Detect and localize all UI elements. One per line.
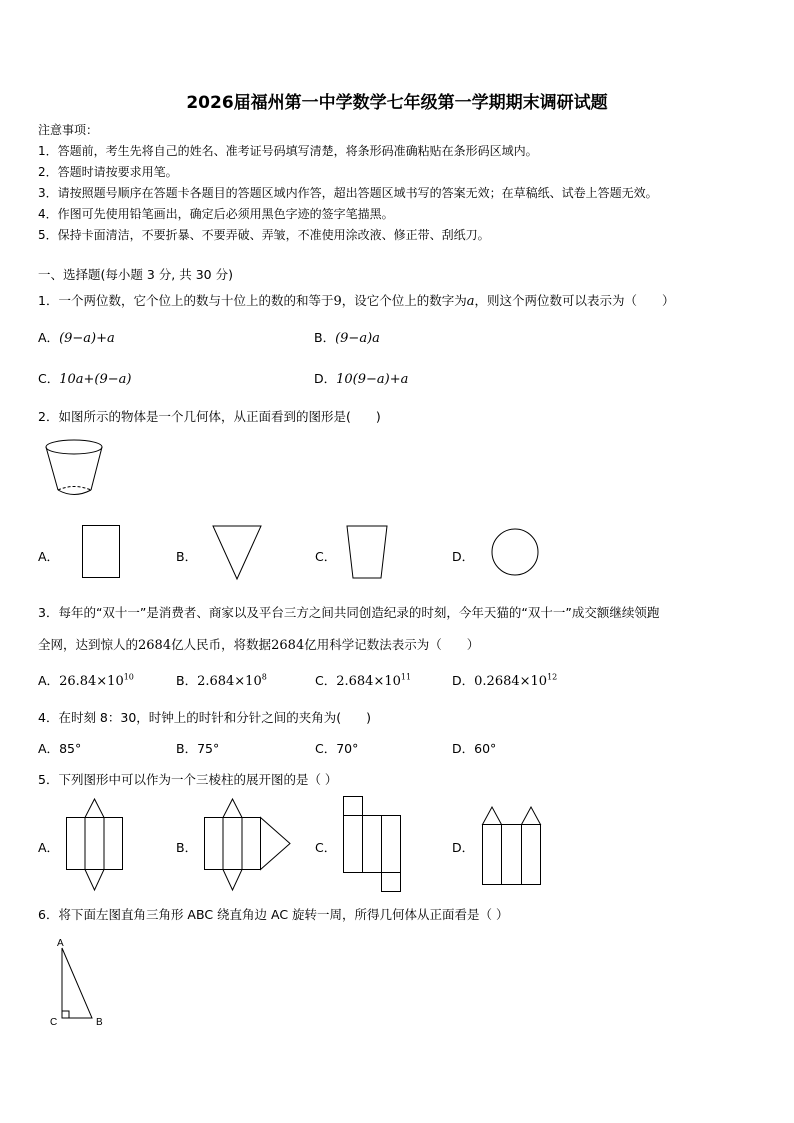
notice-heading: 注意事项： bbox=[38, 123, 99, 137]
notice-item-2: 2．答题时请按要求用笔。 bbox=[38, 165, 178, 179]
q2-option-d-circle bbox=[491, 528, 541, 578]
q2-option-d[interactable]: D． bbox=[452, 549, 475, 564]
q2-option-a-rectangle bbox=[82, 525, 122, 579]
vertex-label-b: B bbox=[96, 1017, 103, 1028]
q1-option-a[interactable]: A．(9−a)+a bbox=[38, 330, 115, 346]
q5-option-c[interactable]: C． bbox=[315, 840, 337, 855]
q2-stem: 2．如图所示的物体是一个几何体，从正面看到的图形是( ) bbox=[38, 409, 381, 424]
q2-option-c-trapezoid bbox=[346, 525, 390, 581]
q1-nine: 9 bbox=[333, 294, 342, 309]
q1-var: a bbox=[466, 294, 475, 309]
q3-line2: 全网，达到惊人的2684亿人民币，将数据2684亿用科学记数法表示为（ ） bbox=[38, 637, 480, 653]
q3-option-d[interactable]: D．$0.2684\times 10^{12}$ bbox=[452, 672, 558, 689]
q1-option-b[interactable]: B．(9−a)a bbox=[314, 330, 380, 346]
notice-item-3: 3．请按照题号顺序在答题卡各题目的答题区域内作答，超出答题区域书写的答案无效；在草稿纸、试卷上答题无效。 bbox=[38, 186, 658, 200]
notice-item-5: 5．保持卡面清洁，不要折暴、不要弄破、弄皱，不准使用涂改液、修正带、刮纸刀。 bbox=[38, 228, 490, 242]
q3-option-c[interactable]: C．$2.684\times 10^{11}$ bbox=[315, 672, 412, 689]
q4-option-b[interactable]: B．75° bbox=[176, 741, 220, 756]
q6-stem: 6．将下面左图直角三角形 ABC 绕直角边 AC 旋转一周，所得几何体从正面看是（ ） bbox=[38, 907, 509, 922]
q2-option-b[interactable]: B． bbox=[176, 549, 198, 564]
section-heading: 一、选择题(每小题 3 分, 共 30 分) bbox=[38, 267, 233, 282]
q2-cup-figure bbox=[44, 438, 108, 500]
q5-option-d-net bbox=[482, 805, 544, 887]
q5-option-d[interactable]: D． bbox=[452, 840, 475, 855]
q1-option-c[interactable]: C．10a+(9−a) bbox=[38, 371, 132, 387]
q5-option-b-net bbox=[204, 797, 294, 893]
q4-option-d[interactable]: D．60° bbox=[452, 741, 497, 756]
cup-rim bbox=[46, 440, 102, 454]
q6-right-triangle-figure bbox=[48, 938, 118, 1030]
q1-option-d[interactable]: D．10(9−a)+a bbox=[314, 371, 409, 387]
q2-option-c[interactable]: C． bbox=[315, 549, 337, 564]
q5-stem: 5．下列图形中可以作为一个三棱柱的展开图的是（ ） bbox=[38, 772, 338, 787]
q3-option-b[interactable]: B．$2.684\times 10^8$ bbox=[176, 672, 267, 689]
q5-option-c-net bbox=[343, 796, 405, 896]
q5-option-b[interactable]: B． bbox=[176, 840, 198, 855]
q1-stem: 1．一个两位数，它个位上的数与十位上的数的和等于9，设它个位上的数字为a，则这个两位数可以表示为（ ） bbox=[38, 293, 675, 309]
q4-option-a[interactable]: A．85° bbox=[38, 741, 82, 756]
q5-option-a-net bbox=[66, 797, 126, 893]
vertex-label-a: A bbox=[57, 938, 64, 949]
q3-line1: 3．每年的“双十一”是消费者、商家以及平台三方之间共同创造纪录的时刻，今年天猫的“双十一”成交额继续领跑 bbox=[38, 605, 660, 620]
q4-option-c[interactable]: C．70° bbox=[315, 741, 359, 756]
notice-item-4: 4．作图可先使用铅笔画出，确定后必须用黑色字迹的签字笔描黑。 bbox=[38, 207, 394, 221]
vertex-label-c: C bbox=[50, 1017, 58, 1028]
page-title: 2026届福州第一中学数学七年级第一学期期末调研试题 bbox=[186, 93, 608, 113]
notice-item-1: 1．答题前，考生先将自己的姓名、准考证号码填写清楚，将条形码准确粘贴在条形码区域内。 bbox=[38, 144, 538, 158]
q2-option-a[interactable]: A． bbox=[38, 549, 60, 564]
q2-option-b-inverted-triangle bbox=[212, 525, 262, 581]
q5-option-a[interactable]: A． bbox=[38, 840, 60, 855]
q3-option-a[interactable]: A．$26.84\times 10^{10}$ bbox=[38, 672, 134, 689]
q4-stem: 4．在时刻 8：30，时钟上的时针和分针之间的夹角为( ) bbox=[38, 710, 372, 725]
